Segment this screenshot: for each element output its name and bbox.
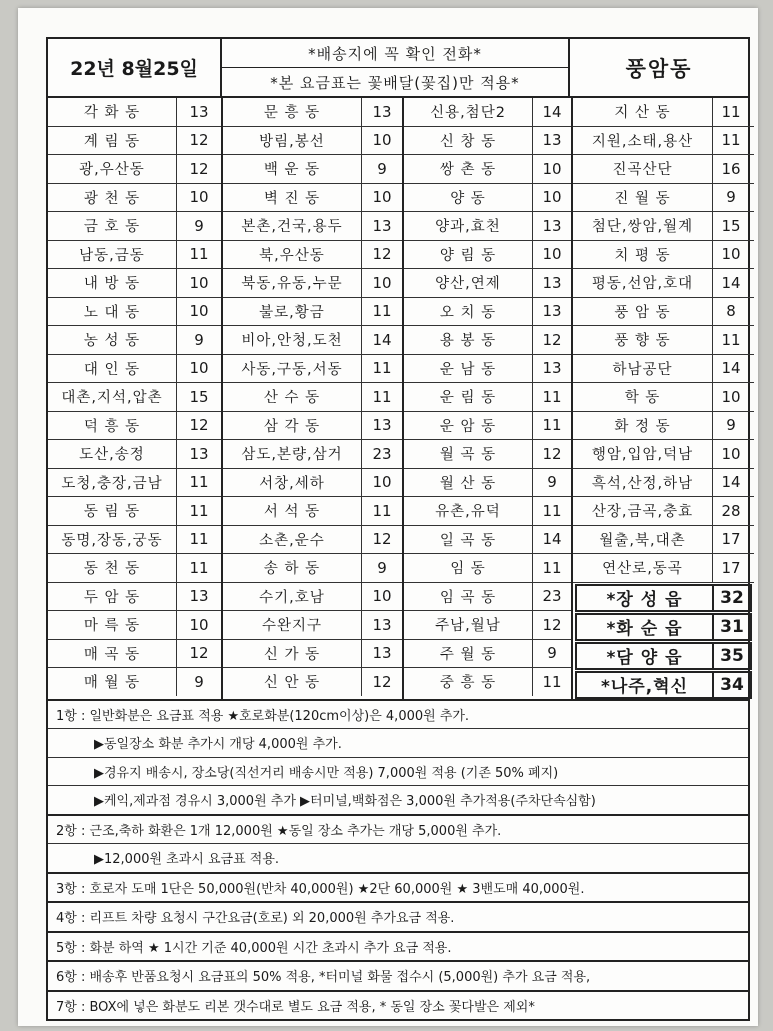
district-name: 진곡산단 — [573, 155, 713, 183]
district-name: 문 흥 동 — [223, 98, 362, 126]
rate-row — [573, 497, 754, 526]
district-name: 내 방 동 — [48, 269, 177, 297]
rate-row — [223, 184, 402, 213]
district-name: 첨단,쌍암,월계 — [573, 212, 713, 240]
delivery-rate: 10 — [372, 273, 392, 292]
district-name: 두 암 동 — [48, 583, 177, 611]
district-name: 임 곡 동 — [404, 583, 533, 611]
district-name: 운 림 동 — [404, 383, 533, 411]
rate-row — [573, 412, 754, 441]
rate-row — [223, 383, 402, 412]
delivery-rate: 13 — [542, 216, 562, 235]
delivery-rate: 10 — [372, 473, 392, 492]
delivery-rate: 11 — [542, 387, 562, 406]
delivery-rate: 13 — [542, 302, 562, 321]
delivery-rate: 11 — [542, 558, 562, 577]
district-name: 수완지구 — [223, 611, 362, 639]
term-2: 2항 : 근조,축하 화환은 1개 12,000원 ★동일 장소 추가는 개당 5,000원 추가. — [48, 816, 748, 845]
delivery-rate: 10 — [189, 359, 209, 378]
district-name: 매 월 동 — [48, 668, 177, 696]
district-name: 동명,장동,궁동 — [48, 526, 177, 554]
rate-row — [573, 526, 754, 555]
district-name: 양 림 동 — [404, 241, 533, 269]
rate-row — [48, 668, 221, 696]
delivery-rate: 13 — [372, 644, 392, 663]
district-name: 북동,유동,누문 — [223, 269, 362, 297]
rate-row — [404, 241, 571, 270]
delivery-rate: 13 — [542, 131, 562, 150]
district-name: 하남공단 — [573, 355, 713, 383]
rate-row — [404, 412, 571, 441]
delivery-rate: 10 — [721, 245, 741, 264]
district-name: 용 봉 동 — [404, 326, 533, 354]
delivery-rate: 12 — [189, 416, 209, 435]
district-name: 운 남 동 — [404, 355, 533, 383]
district-name: 월 곡 동 — [404, 440, 533, 468]
district-name: 광,우산동 — [48, 155, 177, 183]
rate-row — [573, 326, 754, 355]
rate-row — [573, 383, 754, 412]
delivery-rate: 28 — [721, 501, 741, 520]
delivery-rate: 9 — [547, 644, 557, 663]
delivery-rate: 10 — [189, 615, 209, 634]
rate-row — [223, 127, 402, 156]
district-name: 동 천 동 — [48, 554, 177, 582]
rate-row — [223, 440, 402, 469]
rate-row — [223, 611, 402, 640]
rate-row — [573, 184, 754, 213]
rate-row — [573, 241, 754, 270]
delivery-rate: 31 — [720, 616, 744, 637]
delivery-rate: 12 — [542, 330, 562, 349]
district-name: 주남,월남 — [404, 611, 533, 639]
rate-row — [48, 355, 221, 384]
district-name: 월출,북,대촌 — [573, 526, 713, 554]
district-name: 각 화 동 — [48, 98, 177, 126]
district-name: 불로,황금 — [223, 298, 362, 326]
rate-table — [46, 37, 750, 1021]
rate-row — [573, 155, 754, 184]
delivery-rate: 23 — [542, 587, 562, 606]
delivery-rate: 10 — [721, 444, 741, 463]
district-name: 평동,선암,호대 — [573, 269, 713, 297]
rate-row — [404, 326, 571, 355]
delivery-rate: 11 — [542, 501, 562, 520]
delivery-rate: 12 — [372, 672, 392, 691]
delivery-rate: 10 — [542, 159, 562, 178]
rate-row — [404, 184, 571, 213]
delivery-rate: 10 — [372, 131, 392, 150]
delivery-rate: 13 — [372, 102, 392, 121]
term-3: 3항 : 호로자 도매 1단은 50,000원(반차 40,000원) ★2단 60,000원 ★ 3밴도매 40,000원. — [48, 874, 748, 904]
district-name: 지원,소태,용산 — [573, 127, 713, 155]
scope-note: *본 요금표는 꽃배달(꽃집)만 적용* — [270, 73, 520, 92]
origin-area: 풍암동 — [625, 56, 693, 81]
district-name: 동 림 동 — [48, 497, 177, 525]
rate-row — [223, 355, 402, 384]
district-name: 서 석 동 — [223, 497, 362, 525]
rate-row — [48, 383, 221, 412]
rate-row — [48, 269, 221, 298]
delivery-rate: 13 — [189, 102, 209, 121]
district-name: 일 곡 동 — [404, 526, 533, 554]
rate-row — [223, 241, 402, 270]
district-name: 벽 진 동 — [223, 184, 362, 212]
rate-row — [404, 212, 571, 241]
rate-row — [404, 611, 571, 640]
district-name: 산 수 동 — [223, 383, 362, 411]
district-name: 중 흥 동 — [404, 668, 533, 696]
district-name: 백 운 동 — [223, 155, 362, 183]
delivery-rate: 10 — [189, 302, 209, 321]
rate-row — [573, 212, 754, 241]
district-name: 양산,연제 — [404, 269, 533, 297]
rate-row — [48, 440, 221, 469]
rate-row — [223, 269, 402, 298]
rate-row — [404, 469, 571, 498]
rate-row — [573, 269, 754, 298]
delivery-rate: 11 — [542, 416, 562, 435]
rate-row — [48, 554, 221, 583]
district-name: 사동,구동,서동 — [223, 355, 362, 383]
district-name: 연산로,동곡 — [573, 554, 713, 582]
terms-section — [48, 701, 748, 1020]
district-name: 행암,입암,덕남 — [573, 440, 713, 468]
delivery-rate: 10 — [542, 188, 562, 207]
delivery-rate: 17 — [721, 530, 741, 549]
district-name: 마 륵 동 — [48, 611, 177, 639]
rate-row — [404, 98, 571, 127]
delivery-rate: 16 — [721, 159, 741, 178]
rate-row — [48, 298, 221, 327]
district-name: 북,우산동 — [223, 241, 362, 269]
district-name: 신용,첨단2 — [404, 98, 533, 126]
term-5: 5항 : 화분 하역 ★ 1시간 기준 40,000원 시간 초과시 추가 요금 적용. — [48, 933, 748, 963]
delivery-rate: 10 — [189, 273, 209, 292]
delivery-rate: 12 — [189, 644, 209, 663]
district-name: 치 평 동 — [573, 241, 713, 269]
rate-row — [223, 326, 402, 355]
district-name: 임 동 — [404, 554, 533, 582]
rate-row — [223, 298, 402, 327]
rate-row — [404, 526, 571, 555]
term-1: 1항 : 일반화분은 요금표 적용 ★호로화분(120cm이상)은 4,000원 추가. — [48, 701, 748, 730]
delivery-rate: 12 — [372, 530, 392, 549]
delivery-rate: 11 — [372, 387, 392, 406]
delivery-rate: 10 — [721, 387, 741, 406]
district-name: *담 양 읍 — [577, 644, 714, 668]
district-name: *나주,혁신 — [577, 673, 714, 697]
district-name: 광 천 동 — [48, 184, 177, 212]
confirm-call-note: *배송지에 꼭 확인 전화* — [222, 39, 568, 68]
delivery-rate: 13 — [542, 359, 562, 378]
delivery-rate: 13 — [372, 416, 392, 435]
rate-row — [404, 497, 571, 526]
district-name: 풍 향 동 — [573, 326, 713, 354]
delivery-rate: 12 — [189, 159, 209, 178]
delivery-rate: 9 — [547, 473, 557, 492]
district-name: 소촌,운수 — [223, 526, 362, 554]
district-name: 대 인 동 — [48, 355, 177, 383]
delivery-rate: 23 — [372, 444, 392, 463]
district-name: 양과,효천 — [404, 212, 533, 240]
rate-row — [575, 642, 752, 670]
header-notes — [222, 39, 570, 96]
rate-row — [404, 668, 571, 696]
delivery-rate: 10 — [372, 188, 392, 207]
delivery-rate: 12 — [189, 131, 209, 150]
district-name: 수기,호남 — [223, 583, 362, 611]
rate-row — [404, 127, 571, 156]
district-name: 유촌,유덕 — [404, 497, 533, 525]
rate-column-2 — [223, 98, 404, 699]
rate-row — [48, 611, 221, 640]
district-name: 운 암 동 — [404, 412, 533, 440]
district-name: 계 림 동 — [48, 127, 177, 155]
rate-row — [573, 127, 754, 156]
district-name: 도청,충장,금남 — [48, 469, 177, 497]
delivery-rate: 9 — [726, 188, 736, 207]
rate-row — [573, 98, 754, 127]
delivery-rate: 13 — [372, 216, 392, 235]
delivery-rate: 11 — [189, 473, 209, 492]
district-name: 송 하 동 — [223, 554, 362, 582]
rate-grid — [48, 98, 748, 701]
rate-row — [223, 469, 402, 498]
rate-row — [48, 241, 221, 270]
delivery-rate: 11 — [189, 530, 209, 549]
district-name: *장 성 읍 — [577, 586, 714, 610]
rate-row — [404, 355, 571, 384]
district-name: 쌍 촌 동 — [404, 155, 533, 183]
district-name: 삼 각 동 — [223, 412, 362, 440]
delivery-rate: 11 — [721, 102, 741, 121]
district-name: 양 동 — [404, 184, 533, 212]
rate-row — [223, 668, 402, 696]
rate-row — [404, 298, 571, 327]
delivery-rate: 14 — [721, 359, 741, 378]
district-name: 진 월 동 — [573, 184, 713, 212]
delivery-rate: 34 — [720, 674, 744, 695]
rate-row — [404, 383, 571, 412]
district-name: 주 월 동 — [404, 640, 533, 668]
rate-row — [573, 469, 754, 498]
delivery-rate: 11 — [721, 330, 741, 349]
rate-row — [223, 640, 402, 669]
district-name: 오 치 동 — [404, 298, 533, 326]
rate-row — [48, 127, 221, 156]
delivery-rate: 10 — [542, 245, 562, 264]
rate-row — [48, 326, 221, 355]
rate-row — [573, 554, 754, 583]
rate-row — [404, 440, 571, 469]
term-2-a: ▶12,000원 초과시 요금표 적용. — [48, 844, 748, 874]
rate-row — [48, 497, 221, 526]
rate-row — [573, 298, 754, 327]
rate-row — [223, 412, 402, 441]
rate-row — [223, 554, 402, 583]
delivery-rate: 17 — [721, 558, 741, 577]
rate-row — [48, 469, 221, 498]
delivery-rate: 13 — [189, 587, 209, 606]
delivery-rate: 9 — [194, 216, 204, 235]
rate-row — [48, 212, 221, 241]
delivery-rate: 12 — [542, 444, 562, 463]
delivery-rate: 32 — [720, 587, 744, 608]
rate-row — [573, 355, 754, 384]
table-header — [48, 39, 748, 98]
district-name: 삼도,본량,삼거 — [223, 440, 362, 468]
rate-row — [575, 613, 752, 641]
delivery-rate: 11 — [372, 302, 392, 321]
district-name: 도산,송정 — [48, 440, 177, 468]
delivery-rate: 11 — [189, 245, 209, 264]
rate-column-1 — [48, 98, 223, 699]
date-cell: 22년 8월25일 — [48, 39, 222, 96]
rate-row — [48, 155, 221, 184]
rate-row — [573, 440, 754, 469]
district-name: 남동,금동 — [48, 241, 177, 269]
delivery-rate: 14 — [721, 473, 741, 492]
delivery-rate: 14 — [542, 102, 562, 121]
district-name: 신 창 동 — [404, 127, 533, 155]
delivery-rate: 12 — [542, 615, 562, 634]
delivery-rate: 35 — [720, 645, 744, 666]
district-name: 흑석,산정,하남 — [573, 469, 713, 497]
delivery-rate: 8 — [726, 302, 736, 321]
rate-row — [223, 497, 402, 526]
rate-row — [575, 671, 752, 699]
delivery-rate: 12 — [372, 245, 392, 264]
term-1-a: ▶동일장소 화분 추가시 개당 4,000원 추가. — [48, 729, 748, 758]
district-name: 비아,안청,도천 — [223, 326, 362, 354]
rate-row — [48, 98, 221, 127]
term-7: 7항 : BOX에 넣은 화분도 리본 갯수대로 별도 요금 적용, * 동일 장소 꽃다발은 제외* — [56, 999, 535, 1015]
district-name: 월 산 동 — [404, 469, 533, 497]
delivery-rate: 13 — [189, 444, 209, 463]
delivery-rate: 14 — [542, 530, 562, 549]
term-1-b: ▶경유지 배송시, 장소당(직선거리 배송시만 적용) 7,000원 적용 (기존 50% 폐지) — [48, 758, 748, 787]
term-4: 4항 : 리프트 차량 요청시 구간요금(호로) 외 20,000원 추가요금 적용. — [48, 903, 748, 933]
delivery-rate: 9 — [194, 330, 204, 349]
delivery-rate: 11 — [721, 131, 741, 150]
delivery-rate: 9 — [377, 159, 387, 178]
delivery-rate: 15 — [721, 216, 741, 235]
rate-row — [223, 98, 402, 127]
district-name: 본촌,건국,용두 — [223, 212, 362, 240]
district-name: 서창,세하 — [223, 469, 362, 497]
delivery-rate: 14 — [721, 273, 741, 292]
delivery-rate: 9 — [377, 558, 387, 577]
rate-row — [48, 526, 221, 555]
rate-row — [404, 269, 571, 298]
rate-row — [404, 155, 571, 184]
delivery-rate: 9 — [194, 672, 204, 691]
district-name: 신 안 동 — [223, 668, 362, 696]
rate-row — [48, 184, 221, 213]
district-name: 신 가 동 — [223, 640, 362, 668]
rate-row — [48, 583, 221, 612]
delivery-rate: 11 — [189, 501, 209, 520]
rate-row — [404, 640, 571, 669]
district-name: 대촌,지석,압촌 — [48, 383, 177, 411]
delivery-rate: 11 — [542, 672, 562, 691]
district-name: *화 순 읍 — [577, 615, 714, 639]
delivery-rate: 13 — [542, 273, 562, 292]
rate-row — [223, 526, 402, 555]
district-name: 화 정 동 — [573, 412, 713, 440]
rate-row — [223, 212, 402, 241]
term-6: 6항 : 배송후 반품요청시 요금표의 50% 적용, *터미널 화물 접수시 (5,000원) 추가 요금 적용, — [48, 962, 748, 992]
rate-column-3 — [404, 98, 573, 699]
rate-row — [575, 584, 752, 612]
delivery-rate: 11 — [372, 359, 392, 378]
delivery-rate: 10 — [189, 188, 209, 207]
rate-column-4 — [573, 98, 754, 699]
delivery-rate: 10 — [372, 587, 392, 606]
rate-row — [48, 640, 221, 669]
rate-row — [223, 155, 402, 184]
district-name: 학 동 — [573, 383, 713, 411]
rate-row — [404, 554, 571, 583]
delivery-rate: 11 — [372, 501, 392, 520]
delivery-rate: 15 — [189, 387, 209, 406]
district-name: 지 산 동 — [573, 98, 713, 126]
delivery-rate: 13 — [372, 615, 392, 634]
rate-row — [48, 412, 221, 441]
rate-row — [223, 583, 402, 612]
district-name: 농 성 동 — [48, 326, 177, 354]
delivery-rate: 11 — [189, 558, 209, 577]
district-name: 풍 암 동 — [573, 298, 713, 326]
district-name: 매 곡 동 — [48, 640, 177, 668]
district-name: 산장,금곡,충효 — [573, 497, 713, 525]
district-name: 방림,봉선 — [223, 127, 362, 155]
term-1-c: ▶케익,제과점 경유시 3,000원 추가 ▶터미널,백화점은 3,000원 추가적용(주차단속심함) — [48, 786, 748, 816]
district-name: 덕 흥 동 — [48, 412, 177, 440]
delivery-rate: 14 — [372, 330, 392, 349]
delivery-rate: 9 — [726, 416, 736, 435]
rate-row — [404, 583, 571, 612]
district-name: 노 대 동 — [48, 298, 177, 326]
district-name: 금 호 동 — [48, 212, 177, 240]
